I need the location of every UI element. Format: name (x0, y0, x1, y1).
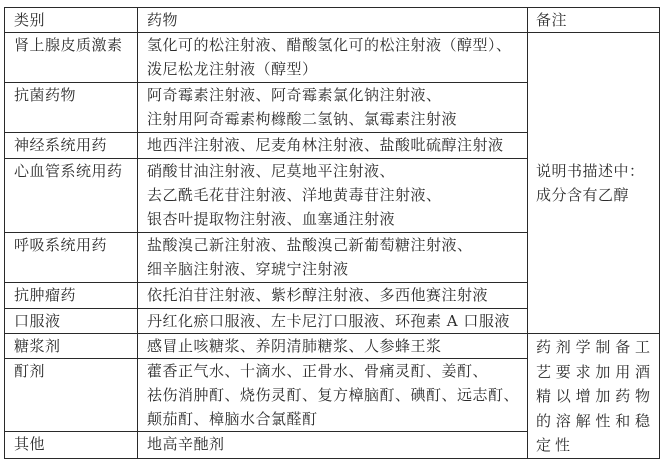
drug-line: 硝酸甘油注射液、尼莫地平注射液、 (147, 162, 396, 180)
category-cell (5, 83, 138, 133)
category-cell (5, 233, 138, 283)
drug-line: 感冒止咳糖浆、养阴清肺糖浆、人参蜂王浆 (147, 337, 442, 355)
drugs-cell (138, 233, 528, 283)
ethanol-containing-drugs-table (4, 7, 660, 459)
drug-line: 藿香正气水、十滴水、正骨水、骨痛灵酊、姜酊、 (147, 362, 489, 380)
drugs-cell (138, 359, 528, 432)
category-cell (5, 359, 138, 432)
header-row (5, 8, 660, 33)
note-line: 药剂学制备工 (536, 338, 650, 356)
category-text: 心血管系统用药 (14, 162, 123, 180)
category-text: 抗菌药物 (14, 86, 77, 104)
drug-line: 注射用阿奇霉素枸橼酸二氢钠、氯霉素注射液 (147, 110, 458, 128)
category-text: 呼吸系统用药 (14, 236, 108, 254)
category-cell (5, 283, 138, 309)
drug-line: 氢化可的松注射液、醋酸氢化可的松注射液（醇型）、 (147, 36, 512, 54)
category-text: 口服液 (14, 312, 61, 330)
notes-cell-pharmaceutics (528, 334, 660, 459)
category-text: 神经系统用药 (14, 136, 108, 154)
drug-line: 泼尼松龙注射液（醇型） (147, 60, 318, 78)
drug-line: 地高辛酏剂 (147, 435, 225, 453)
drugs-cell (138, 33, 528, 83)
drug-line: 细辛脑注射液、穿琥宁注射液 (147, 260, 349, 278)
category-text: 肾上腺皮质激素 (14, 36, 123, 54)
drugs-cell (138, 432, 528, 459)
drug-line: 颠茄酊、樟脑水合氯醛酊 (147, 410, 318, 428)
drugs-cell (138, 334, 528, 359)
note-line: 精以增加药物 (536, 387, 650, 406)
note-line: 说明书描述中： (536, 162, 645, 180)
category-text: 其他 (14, 435, 46, 453)
drug-line: 盐酸溴己新注射液、盐酸溴己新葡萄糖注射液、 (147, 236, 473, 254)
note-line: 定性 (536, 436, 575, 455)
category-text: 酊剂 (14, 362, 46, 380)
note-line: 艺要求加用酒 (536, 362, 650, 381)
drug-line: 祛伤消肿酊、烧伤灵酊、复方樟脑酊、碘酊、远志酊、 (147, 386, 520, 404)
drug-line: 阿奇霉素注射液、阿奇霉素氯化钠注射液、 (147, 86, 442, 104)
drug-line: 去乙酰毛花苷注射液、洋地黄毒苷注射液、 (147, 186, 442, 204)
category-cell (5, 133, 138, 159)
table-row (5, 334, 660, 359)
drug-line: 地西泮注射液、尼麦角林注射液、盐酸吡硫醇注射液 (147, 136, 504, 154)
category-cell (5, 334, 138, 359)
drug-line: 丹红化瘀口服液、左卡尼汀口服液、环孢素 A 口服液 (147, 312, 510, 330)
drugs-cell (138, 133, 528, 159)
drugs-cell (138, 83, 528, 133)
drugs-cell (138, 159, 528, 233)
header-drugs: 药物 (138, 8, 528, 33)
notes-cell-ethanol-ingredient (528, 33, 660, 334)
category-cell (5, 33, 138, 83)
category-cell (5, 309, 138, 334)
category-cell (5, 159, 138, 233)
table-row (5, 33, 660, 83)
category-cell (5, 432, 138, 459)
drugs-cell (138, 283, 528, 309)
header-notes: 备注 (528, 8, 660, 33)
category-text: 糖浆剂 (14, 337, 61, 355)
header-category: 类别 (5, 8, 138, 33)
note-line: 的溶解性和稳 (536, 411, 650, 430)
drug-line: 银杏叶提取物注射液、血塞通注射液 (147, 210, 396, 228)
note-line: 成分含有乙醇 (536, 186, 630, 204)
drugs-cell (138, 309, 528, 334)
category-text: 抗肿瘤药 (14, 286, 77, 304)
drug-line: 依托泊苷注射液、紫杉醇注射液、多西他赛注射液 (147, 286, 489, 304)
